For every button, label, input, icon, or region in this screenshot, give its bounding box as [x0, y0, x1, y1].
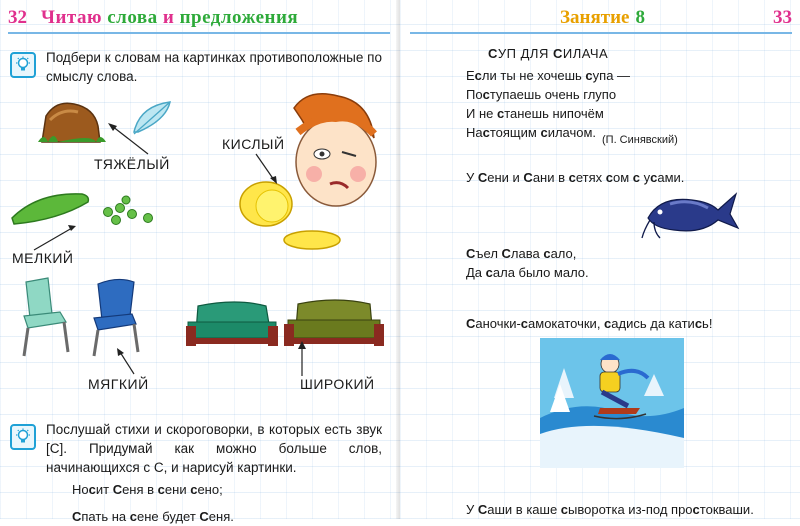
sledding-boy-picture	[540, 338, 684, 468]
poem-title: СУП ДЛЯ СИЛАЧА	[488, 46, 609, 61]
word-heavy: ТЯЖЁЛЫЙ	[94, 156, 170, 172]
lesson-word: Занятие	[560, 7, 630, 28]
lightbulb-icon	[10, 52, 36, 78]
verse-line: Спать на сене будет Сеня.	[72, 509, 234, 524]
arrow	[112, 346, 142, 376]
lesson-label	[560, 7, 645, 29]
title-word: Читаю	[41, 7, 102, 28]
tw2-line: Да сала было мало.	[466, 265, 589, 280]
word-sour: КИСЛЫЙ	[222, 136, 285, 152]
tongue-twister-1: У Сени и Сани в сетях сом с усами.	[466, 170, 685, 185]
arrow	[290, 340, 314, 378]
poem-line: Если ты не хочешь супа —	[466, 68, 631, 83]
tongue-twister-2	[466, 244, 589, 282]
right-page	[400, 0, 800, 519]
left-header	[8, 4, 390, 34]
task-instruction-2: Послушай стихи и скороговорки, в которых есть звук [С]. Придумай как можно больше слов, начинающихся с С, и нарисуй картинки.	[46, 422, 382, 475]
word-wide: ШИРОКИЙ	[300, 376, 375, 392]
right-header	[410, 4, 792, 34]
title-word: слова	[107, 7, 158, 28]
lesson-number: 8	[635, 7, 645, 28]
verse-line: Носит Сеня в сени сено;	[72, 482, 223, 497]
left-page	[0, 0, 400, 524]
sofas-picture	[186, 296, 386, 354]
lightbulb-icon	[10, 424, 36, 450]
tongue-twister-3: Саночки-самокаточки, садись да катись!	[466, 316, 713, 331]
poem-line: И не станешь нипочём	[466, 106, 604, 121]
poem-author: (П. Синявский)	[602, 134, 678, 146]
title-word: и	[162, 7, 175, 28]
word-small: МЕЛКИЙ	[12, 250, 74, 266]
catfish-picture	[640, 188, 740, 244]
tongue-twister-verse	[72, 480, 234, 526]
arrow	[104, 120, 154, 160]
poem	[466, 66, 630, 142]
title-word: предложения	[179, 7, 299, 28]
tw2-line: Съел Слава сало,	[466, 246, 577, 261]
word-soft: МЯГКИЙ	[88, 376, 149, 392]
section-title	[41, 7, 298, 29]
page-number-right: 33	[773, 7, 792, 28]
poem-line: Поступаешь очень глупо	[466, 87, 617, 102]
arrow	[252, 152, 282, 186]
page-number-left: 32	[8, 7, 27, 28]
task-instruction-1: Подбери к словам на картинках противоположные по смыслу слова.	[46, 50, 382, 84]
tongue-twister-4: У Саши в каше сыворотка из-под простокваши.	[466, 502, 754, 517]
poem-line: Настоящим силачом.	[466, 125, 597, 140]
